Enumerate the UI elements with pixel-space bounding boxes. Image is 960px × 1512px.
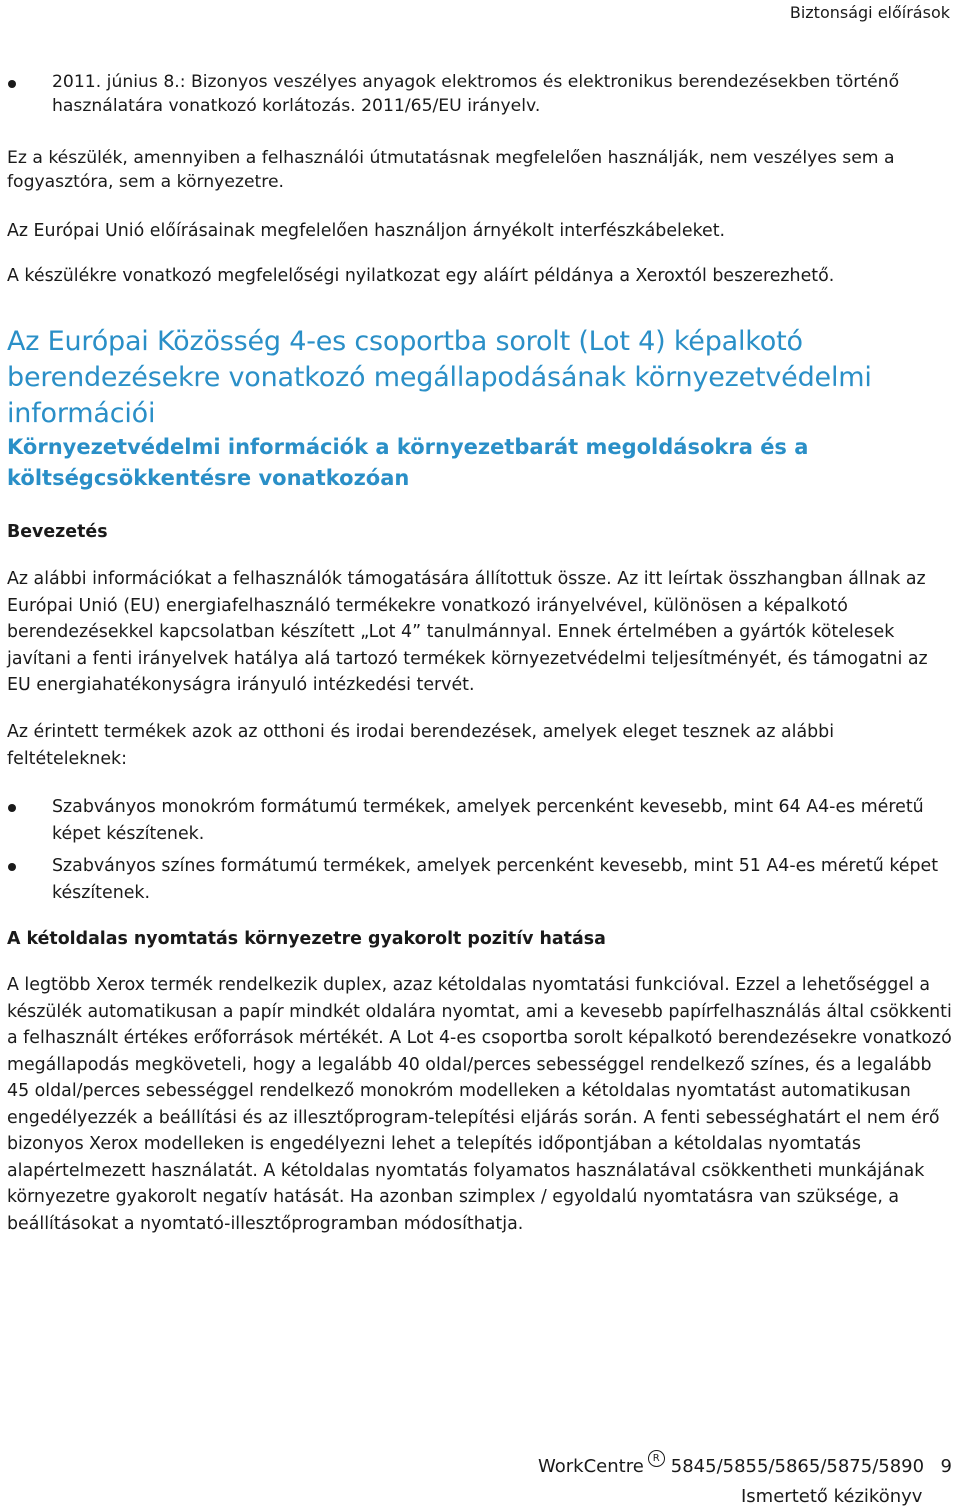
footer-manual-title: Ismertető kézikönyv xyxy=(741,1486,923,1507)
paragraph-duplex: A legtöbb Xerox termék rendelkezik duplex, azaz kétoldalas nyomtatási funkcióval. Ezzel a lehetőséggel a készülék automatikusan a papír mindkét oldalára nyomtat, ami a kevesebb papírfelhasználás által csökkenti a felhasznált értékes erőforrások mértékét. A Lot 4-es csoportba sorolt képalkotó berendezésekre vonatkozó megállapodás megköveteli, hogy a legalább 40 oldal/perces sebességgel rendelkező színes, és a legalább 45 oldal/perces sebességgel rendelkező monokróm modelleken a kétoldalas nyomtatást automatikusan engedélyezzék a beállítási és az illesztőprogram-telepítési eljárás során. A fenti sebességhatárt el nem érő bizonyos Xerox modelleken is engedélyezni lehet a telepítés időpontjában a kétoldalas nyomtatás alapértelmezett használatát. A kétoldalas nyomtatás folyamatos használatával csökkentheti munkájának környezetre gyakorolt negatív hatását. Ha azonban szimplex / egyoldalú nyomtatásra van szüksége, a beállításokat a nyomtató-illesztőprogramban módosíthatja. xyxy=(7,975,952,1234)
condition-text: Szabványos színes formátumú termékek, amelyek percenként kevesebb, mint 51 A4-es méretű képet készítenek. xyxy=(52,856,939,903)
heading-duplex: A kétoldalas nyomtatás környezetre gyakorolt pozitív hatása xyxy=(7,929,606,949)
heading-introduction: Bevezetés xyxy=(7,522,108,542)
page-header-section-title: Biztonsági előírások xyxy=(789,3,950,22)
paragraph-introduction: Az alábbi információkat a felhasználók támogatására állítottuk össze. Az itt leírtak összhangban állnak az Európai Unió (EU) energiafelhasználó termékekre vonatkozó irányelvével, különösen a képalkotó berendezésekkel kapcsolatban készített „Lot 4” tanulmánnyal. Ennek értelmében a gyártók kötelesek javítani a fenti irányelvek hatálya alá tartozó termékek környezetvédelmi teljesítményét, és támogatni az EU energiahatékonyságra irányuló intézkedési tervét. xyxy=(7,569,928,695)
paragraph-affected-products: Az érintett termékek azok az otthoni és irodai berendezések, amelyek eleget tesznek az alábbi feltételeknek: xyxy=(7,722,835,769)
bullet-icon xyxy=(8,863,16,871)
paragraph-safety: Ez a készülék, amennyiben a felhasználói útmutatásnak megfelelően használják, nem veszélyes sem a fogyasztóra, sem a környezetre. xyxy=(7,148,895,192)
footer-product-name: WorkCentre xyxy=(538,1456,644,1477)
condition-text: Szabványos monokróm formátumú termékek, amelyek percenként kevesebb, mint 64 A4-es méretű képet készítenek. xyxy=(52,797,924,844)
section-heading-lot4: Az Európai Közösség 4-es csoportba sorolt (Lot 4) képalkotó berendezésekre vonatkozó megállapodásának környezetvédelmi információi xyxy=(7,326,872,429)
page-number: 9 xyxy=(940,1456,952,1477)
bullet-icon xyxy=(8,80,16,88)
subsection-heading-environment: Környezetvédelmi információk a környezetbarát megoldásokra és a költségcsökkentésre vonatkozóan xyxy=(7,435,809,490)
bullet-icon xyxy=(8,804,16,812)
footer-models: 5845/5855/5865/5875/5890 xyxy=(670,1456,925,1477)
paragraph-shielded-cables: Az Európai Unió előírásainak megfelelően használjon árnyékolt interfészkábeleket. xyxy=(7,221,726,241)
directive-text: 2011. június 8.: Bizonyos veszélyes anyagok elektromos és elektronikus berendezésekben történő használatára vonatkozó korlátozás. 2011/65/EU irányelv. xyxy=(52,72,900,116)
registered-mark-icon: R xyxy=(648,1450,665,1467)
footer-product xyxy=(538,1453,925,1478)
paragraph-declaration: A készülékre vonatkozó megfelelőségi nyilatkozat egy aláírt példánya a Xeroxtól beszerezhető. xyxy=(7,266,835,286)
